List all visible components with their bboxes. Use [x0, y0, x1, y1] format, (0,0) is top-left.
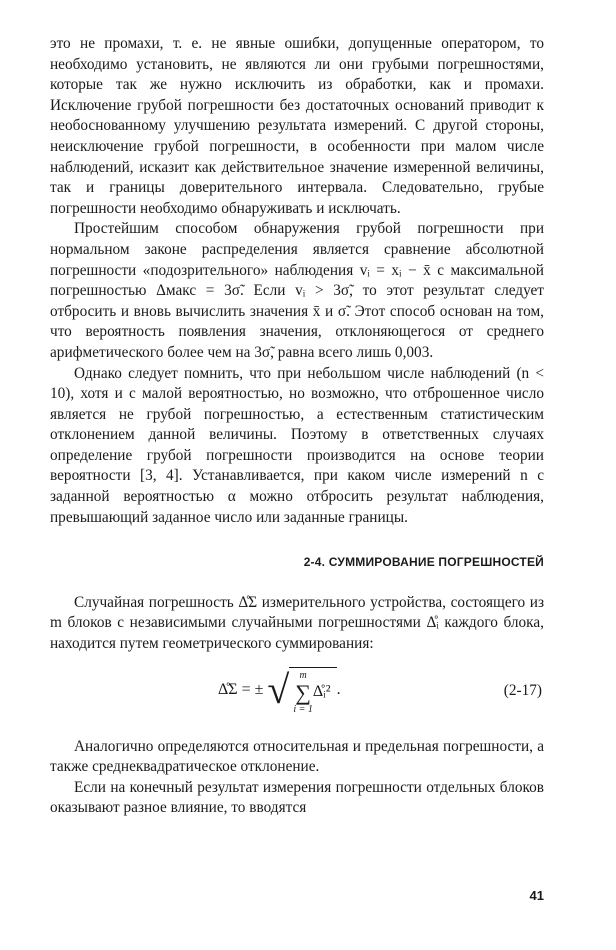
page-number: 41: [529, 888, 544, 903]
paragraph-5: Аналогично определяются относительная и предельная погрешности, а также среднеквадратическое отклонение.: [50, 737, 544, 776]
paragraph-6: Если на конечный результат измерения погрешности отдельных блоков оказывают разное влияние, то вводятся: [50, 778, 544, 817]
formula-end: .: [336, 680, 341, 698]
paragraph-3: Однако следует помнить, что при небольшом числе наблюдений (n < 10), хотя и с малой вероятностью, но возможно, что отброшенное число является не грубой погрешностью, а естественным статистическим отклонением данной величины. Поэтому в ответственных случаях определение грубой погрешности производится на основе теории вероятности [3, 4]. Устанавливается, при каком числе измерений n с заданной вероятностью α можно отбросить результат наблюдения, превышающий заданное число или заданные границы.: [50, 364, 544, 526]
formula-2-17: [50, 661, 544, 723]
sum-lower: i = 1: [293, 703, 313, 715]
formula-body: [218, 665, 341, 716]
paragraph-2: Простейшим способом обнаружения грубой погрешности при нормальном законе распределения является сравнение абсолютной погрешности «подозрительного» наблюдения vᵢ = xᵢ − x̄ с максимальной погрешностью Δмакс = 3σ̃. Если vᵢ > 3σ̃, то этот результат следует отбросить и вновь вычислить значения x̄ и σ̃. Этот способ основан на том, что вероятность появления значения, отклоняющегося от среднего арифметического более чем на 3σ̃, равна всего лишь 0,003.: [50, 220, 544, 361]
equation-number: (2-17): [503, 681, 542, 699]
formula-term: Δ̊ᵢ²: [312, 683, 331, 701]
formula-radicand: [289, 667, 336, 716]
paragraph-1: это не промахи, т. е. не явные ошибки, допущенные оператором, то необходимо установить, не являются ли они грубыми погрешностями, которые так же нужно исключить из обработки, как и промахи. Исключение грубой погрешности без достаточных оснований приводит к необоснованному улучшению результата измерений. С другой стороны, неисключение грубой погрешности, в особенности при малом числе наблюдений, исказит как действительное значение измеренной величины, так и границы доверительного интервала. Следовательно, грубые погрешности необходимо обнаруживать и исключать.: [50, 35, 544, 217]
sum-block: [293, 670, 313, 716]
page-body: [50, 34, 544, 819]
section-title: 2-4. СУММИРОВАНИЕ ПОГРЕШНОСТЕЙ: [303, 555, 544, 570]
sqrt-icon: √: [267, 667, 290, 713]
sigma-icon: ∑: [295, 679, 311, 705]
formula-lhs: Δ̊Σ = ±: [218, 680, 264, 698]
sum-upper: m: [299, 669, 307, 681]
paragraph-4: Случайная погрешность Δ̊Σ измерительного устройства, состоящего из m блоков с независимыми случайными погрешностями Δ̊ᵢ каждого блока, находится путем геометрического суммирования:: [50, 593, 544, 653]
